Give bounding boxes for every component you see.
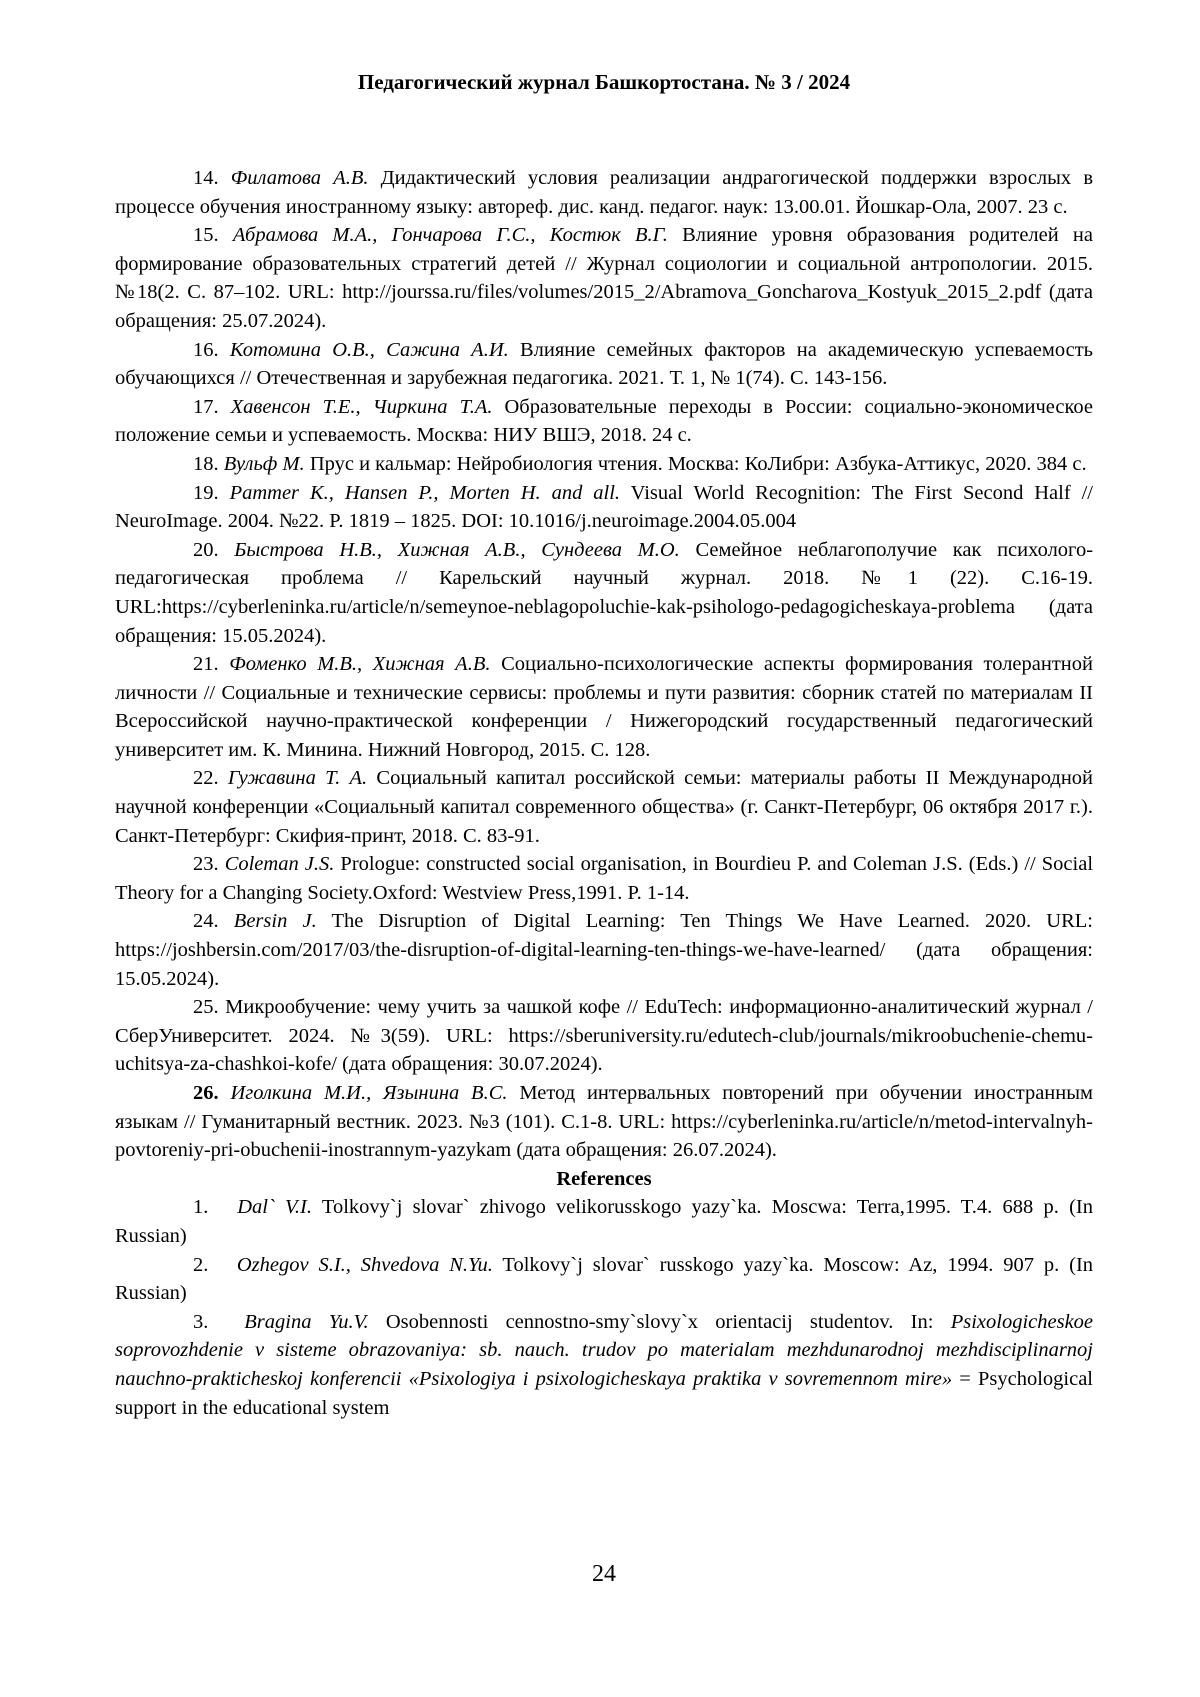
reference-entry-19 bbox=[115, 479, 1093, 536]
reference-authors: Быстрова Н.В., Хижная А.В., Сундеева М.О. bbox=[234, 538, 680, 561]
reference-entry-14 bbox=[115, 164, 1093, 221]
reference-text: Прус и кальмар: Нейробиология чтения. Москва: КоЛибри: Азбука-Аттикус, 2020. 384 с. bbox=[309, 452, 1087, 475]
reference-number: 25. bbox=[193, 996, 219, 1019]
reference-authors: Филатова А.В. bbox=[230, 167, 369, 189]
reference-entry-16 bbox=[115, 336, 1093, 393]
reference-authors: Котомина О.В., Сажина А.И. bbox=[229, 338, 509, 361]
reference-entry-25 bbox=[115, 993, 1093, 1079]
reference-text: Visual World Recognition: The First Second Half // NeuroImage. 2004. №22. P. 1819 – 1825. DOI: 10.1016/j.neuroimage.2004.05.004 bbox=[115, 481, 1094, 533]
reference-number: 15. bbox=[193, 224, 219, 247]
reference-number: 1. bbox=[193, 1196, 209, 1219]
reference-number: 26. bbox=[193, 1082, 219, 1104]
reference-text: Образовательные переходы в России: социально-экономическое положение семьи и успеваемость. Москва: НИУ ВШЭ, 2018. 24 с. bbox=[115, 395, 1093, 447]
reference-number: 14. bbox=[193, 167, 219, 189]
reference-text: Метод интервальных повторений при обучении иностранным языкам // Гуманитарный вестник. 2023. №3 (101). С.1-8. URL: https://cyberleninka.ru/article/n/metod-intervalnyh-povtoreniy-pri-obuchenii-inostrannym-yazykam (дата обращения: 26.07.2024). bbox=[115, 1082, 1093, 1162]
reference-text: Социально-психологические аспекты формирования толерантной личности // Социальные и технические сервисы: проблемы и пути развития: сборник статей по материалам II Всероссийской научно-практической конференции / Нижегородский государственный педагогический университет им. К. Минина. Нижний Новгород, 2015. С. 128. bbox=[115, 653, 1093, 761]
reference-en-entry-3 bbox=[115, 1308, 1093, 1422]
reference-text: Влияние семейных факторов на академическую успеваемость обучающихся // Отечественная и зарубежная педагогика. 2021. Т. 1, № 1(74). С. 143-156. bbox=[115, 338, 1093, 390]
reference-entry-23 bbox=[115, 850, 1093, 907]
reference-number: 23. bbox=[193, 853, 219, 876]
reference-text: Tolkovy`j slovar` russkogo yazy`ka. Moscow: Az, 1994. 907 p. (In Russian) bbox=[115, 1253, 1094, 1305]
reference-authors: Ozhegov S.I., Shvedova N.Yu. bbox=[236, 1253, 493, 1276]
reference-entry-15 bbox=[115, 221, 1093, 335]
reference-authors: Фоменко М.В., Хижная А.В. bbox=[229, 653, 491, 676]
reference-text: Дидактический условия реализации андрагогической поддержки взрослых в процессе обучения иностранному языку: автореф. дис. канд. педагог. наук: 13.00.01. Йошкар-Ола, 2007. 23 с. bbox=[115, 167, 1094, 218]
reference-number: 16. bbox=[193, 338, 219, 361]
reference-entry-18 bbox=[115, 450, 1093, 479]
reference-number: 3. bbox=[193, 1310, 209, 1333]
reference-authors: Dal` V.I. bbox=[237, 1196, 312, 1219]
reference-entry-17 bbox=[115, 393, 1093, 450]
reference-number: 19. bbox=[193, 481, 219, 504]
page-number: 24 bbox=[592, 1561, 616, 1587]
reference-en-entry-2 bbox=[115, 1251, 1093, 1308]
reference-authors: Абрамова М.А., Гончарова Г.С., Костюк В.Г. bbox=[232, 224, 668, 247]
reference-number: 21. bbox=[193, 653, 219, 676]
reference-text: Микрообучение: чему учить за чашкой кофе // EduTech: информационно-аналитический журнал / СберУниверситет. 2024. №3(59). URL: https://sberuniversity.ru/edutech-club/journals/mikroobuchenie-chemu-uchitsya-za-chashkoi-kofe/ (дата обращения: 30.07.2024). bbox=[115, 996, 1093, 1076]
reference-tail-text: = Psychological support in the educational system bbox=[115, 1367, 1093, 1419]
reference-entry-22 bbox=[115, 764, 1093, 850]
reference-number: 20. bbox=[193, 538, 219, 561]
reference-entry-24 bbox=[115, 907, 1093, 993]
reference-number: 18. bbox=[193, 452, 219, 475]
journal-running-head: Педагогический журнал Башкортостана. № 3 / 2024 bbox=[357, 70, 851, 94]
reference-entry-26 bbox=[115, 1079, 1093, 1165]
reference-text: The Disruption of Digital Learning: Ten Things We Have Learned. 2020. URL: https://joshbersin.com/2017/03/the-disruption-of-digital-learning-ten-things-we-have-learned/ (дата обращения: 15.05.2024). bbox=[115, 910, 1093, 990]
reference-text: Prologue: constructed social organisation, in Bourdieu P. and Coleman J.S. (Eds.) // Social Theory for a Changing Society.Oxford: Westview Press,1991. P. 1-14. bbox=[115, 853, 1094, 904]
references-heading: References bbox=[556, 1167, 652, 1190]
reference-authors: Bersin J. bbox=[233, 910, 317, 933]
reference-text: Семейное неблагополучие как психолого-педагогическая проблема // Карельский научный журнал. 2018. №1 (22). С.16-19. URL:https://cyberleninka.ru/article/n/semeynoe-neblagopoluchie-kak-psihologo-pedagogicheskaya-problema (дата обращения: 15.05.2024). bbox=[115, 538, 1094, 647]
reference-authors: Вульф М. bbox=[223, 452, 305, 475]
reference-entry-20 bbox=[115, 536, 1093, 650]
reference-authors: Хавенсон Т.Е., Чиркина Т.А. bbox=[230, 395, 493, 418]
reference-text: Влияние уровня образования родителей на формирование образовательных стратегий детей // Журнал социологии и социальной антропологии. 2015. №18(2. С. 87–102. URL: http://jourssa.ru/files/volumes/2015_2/Abramova_Goncharova_Kostyuk_2015_2.pdf (дата обращения: 25.07.2024). bbox=[115, 224, 1094, 332]
reference-text: Tolkovy`j slovar` zhivogo velikorusskogo yazy`ka. Moscwa: Terra,1995. T.4. 688 p. (In Russian) bbox=[115, 1196, 1094, 1247]
reference-number: 22. bbox=[193, 767, 219, 790]
reference-number: 17. bbox=[193, 395, 219, 418]
reference-authors: Гужавина Т. А. bbox=[227, 767, 368, 790]
reference-number: 2. bbox=[193, 1253, 209, 1276]
reference-text: Социальный капитал российской семьи: материалы работы II Международной научной конференции «Социальный капитал современного общества» (г. Санкт-Петербург, 06 октября 2017 г.). Санкт-Петербург: Скифия-принт, 2018. С. 83-91. bbox=[115, 767, 1094, 847]
reference-italic-text: Psixologicheskoe soprovozhdenie v sisteme obrazovaniya: sb. nauch. trudov po materialam mezhdunarodnoj mezhdisciplinarnoj nauchno-prakticheskoj konferencii «Psixologiya i psixologicheskaya praktika v sovremennom mire» bbox=[115, 1310, 1094, 1390]
reference-text: Osobennosti cennostno-smy`slovy`x orientacij studentov. In: bbox=[385, 1310, 934, 1333]
reference-number: 24. bbox=[193, 910, 219, 933]
reference-authors: Pammer K., Hansen P., Morten H. and all. bbox=[229, 481, 621, 504]
reference-authors: Bragina Yu.V. bbox=[244, 1310, 369, 1333]
reference-authors: Coleman J.S. bbox=[224, 853, 335, 876]
reference-list bbox=[115, 164, 1093, 1422]
reference-entry-21 bbox=[115, 650, 1093, 764]
reference-authors: Иголкина М.И., Язынина В.С. bbox=[230, 1082, 508, 1104]
reference-en-entry-1 bbox=[115, 1193, 1093, 1250]
